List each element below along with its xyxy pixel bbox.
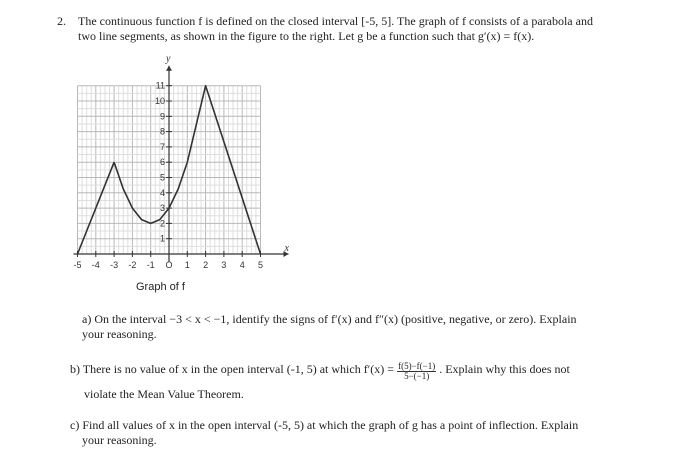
part-b xyxy=(70,362,660,402)
problem-number: 2. xyxy=(57,14,66,28)
part-c-line-2: your reasoning. xyxy=(82,433,157,447)
x-tick-label: -3 xyxy=(110,260,119,270)
y-tick-label: 5 xyxy=(159,172,165,183)
part-a-line-1: a) On the interval −3 < x < −1, identify the signs of f′(x) and f″(x) (positive, negative, or zero). Explain xyxy=(82,312,577,326)
y-tick-label: 6 xyxy=(159,157,165,168)
x-tick-label: -4 xyxy=(91,260,100,270)
y-tick-label: 7 xyxy=(159,141,165,152)
x-tick-label: 1 xyxy=(184,260,190,270)
x-tick-label: 4 xyxy=(239,260,245,270)
problem-intro-line-2: two line segments, as shown in the figure to the right. Let g be a function such that g′(x) = f(x). xyxy=(78,29,535,43)
x-tick-label: 5 xyxy=(257,260,264,270)
y-axis-arrow xyxy=(166,66,172,71)
part-c-line-1: c) Find all values of x in the open interval (-5, 5) at which the graph of g has a point of inflection. Explain xyxy=(70,418,579,432)
x-tick-label: -2 xyxy=(128,260,137,270)
part-b-suffix: . Explain why this does not xyxy=(439,362,570,376)
y-tick-label: 1 xyxy=(159,233,165,244)
problem-intro-line-1: The continuous function f is defined on the closed interval [-5, 5]. The graph of f consists of a parabola and xyxy=(78,14,593,28)
x-tick-label: 2 xyxy=(203,260,209,270)
y-tick-label: 11 xyxy=(155,80,165,91)
graph-of-f xyxy=(62,53,289,280)
y-tick-label: 3 xyxy=(159,203,165,214)
y-tick-label: 2 xyxy=(159,218,165,229)
x-tick-label: -5 xyxy=(73,260,82,270)
part-a xyxy=(82,312,672,342)
x-tick-label: O xyxy=(165,260,173,270)
x-tick-label: 3 xyxy=(221,260,227,270)
mvt-fraction-denominator: 5−(−1) xyxy=(404,371,430,381)
x-tick-label: -1 xyxy=(146,260,155,270)
graph-caption: Graph of f xyxy=(136,281,185,293)
y-tick-label: 4 xyxy=(159,187,165,198)
part-a-line-2: your reasoning. xyxy=(82,327,157,341)
part-c xyxy=(70,418,660,448)
y-tick-label: 8 xyxy=(159,126,165,137)
part-b-line-2: violate the Mean Value Theorem. xyxy=(84,387,244,401)
y-tick-label: 9 xyxy=(159,111,165,122)
x-axis-label: x xyxy=(284,243,289,254)
part-b-prefix: b) There is no value of x in the open interval (-1, 5) at which f′(x) = xyxy=(70,362,395,376)
part-b-line-1 xyxy=(70,362,660,381)
y-axis-label: y xyxy=(166,53,171,65)
mvt-fraction xyxy=(397,362,436,381)
mvt-fraction-numerator: f(5)−f(−1) xyxy=(398,361,436,371)
y-tick-label: 10 xyxy=(154,96,165,106)
problem-intro xyxy=(78,14,668,44)
